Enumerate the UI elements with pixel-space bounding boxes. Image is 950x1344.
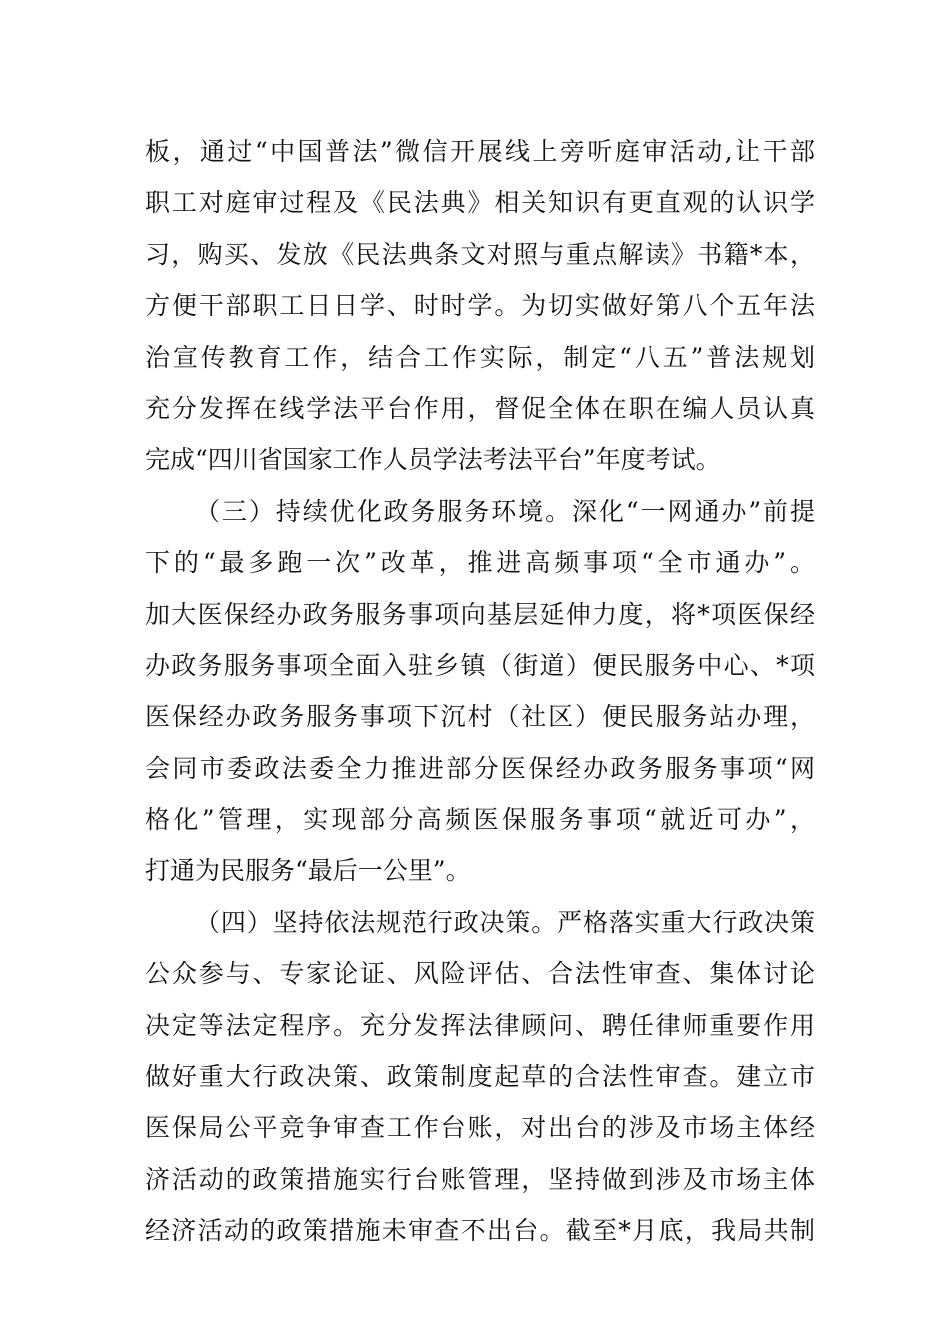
text-line: 医保局公平竞争审查工作台账，对出台的涉及市场主体经 [145, 1113, 815, 1143]
text-line: 下的“最多跑一次”改革，推进高频事项“全市通办”。 [145, 548, 815, 578]
text-line: 做好重大行政决策、政策制度起草的合法性审查。建立市 [145, 1062, 815, 1092]
text-line: 加大医保经办政务服务事项向基层延伸力度，将*项医保经 [145, 599, 815, 629]
text-line: 打通为民服务“最后一公里”。 [145, 856, 471, 886]
text-line: 会同市委政法委全力推进部分医保经办政务服务事项“网 [145, 753, 815, 783]
text-line: 办政务服务事项全面入驻乡镇（街道）便民服务中心、*项 [145, 650, 815, 680]
body-text [145, 126, 815, 1257]
text-line: 完成“四川省国家工作人员学法考法平台”年度考试。 [145, 445, 721, 475]
text-line: 经济活动的政策措施未审查不出台。截至*月底，我局共制 [145, 1216, 815, 1246]
text-line: 治宣传教育工作，结合工作实际，制定“八五”普法规划 [145, 342, 815, 372]
text-line: 决定等法定程序。充分发挥法律顾问、聘任律师重要作用 [145, 1010, 815, 1040]
text-line: 方便干部职工日日学、时时学。为切实做好第八个五年法 [145, 291, 815, 321]
paragraph-heading-four: （四）坚持依法规范行政决策。严格落实重大行政决策 [195, 907, 815, 937]
text-line: 济活动的政策措施实行台账管理，坚持做到涉及市场主体 [145, 1164, 815, 1194]
text-line: 充分发挥在线学法平台作用，督促全体在职在编人员认真 [145, 393, 815, 423]
text-line: 习，购买、发放《民法典条文对照与重点解读》书籍*本， [145, 239, 815, 269]
text-line: 板，通过“中国普法”微信开展线上旁听庭审活动,让干部 [145, 137, 815, 166]
text-line: 职工对庭审过程及《民法典》相关知识有更直观的认识学 [145, 188, 815, 218]
text-line: 公众参与、专家论证、风险评估、合法性审查、集体讨论 [145, 959, 815, 989]
text-line: 医保经办政务服务事项下沉村（社区）便民服务站办理， [145, 702, 815, 732]
paragraph-heading-three: （三）持续优化政务服务环境。深化“一网通办”前提 [195, 496, 815, 526]
text-line: 格化”管理，实现部分高频医保服务事项“就近可办”， [145, 805, 815, 835]
